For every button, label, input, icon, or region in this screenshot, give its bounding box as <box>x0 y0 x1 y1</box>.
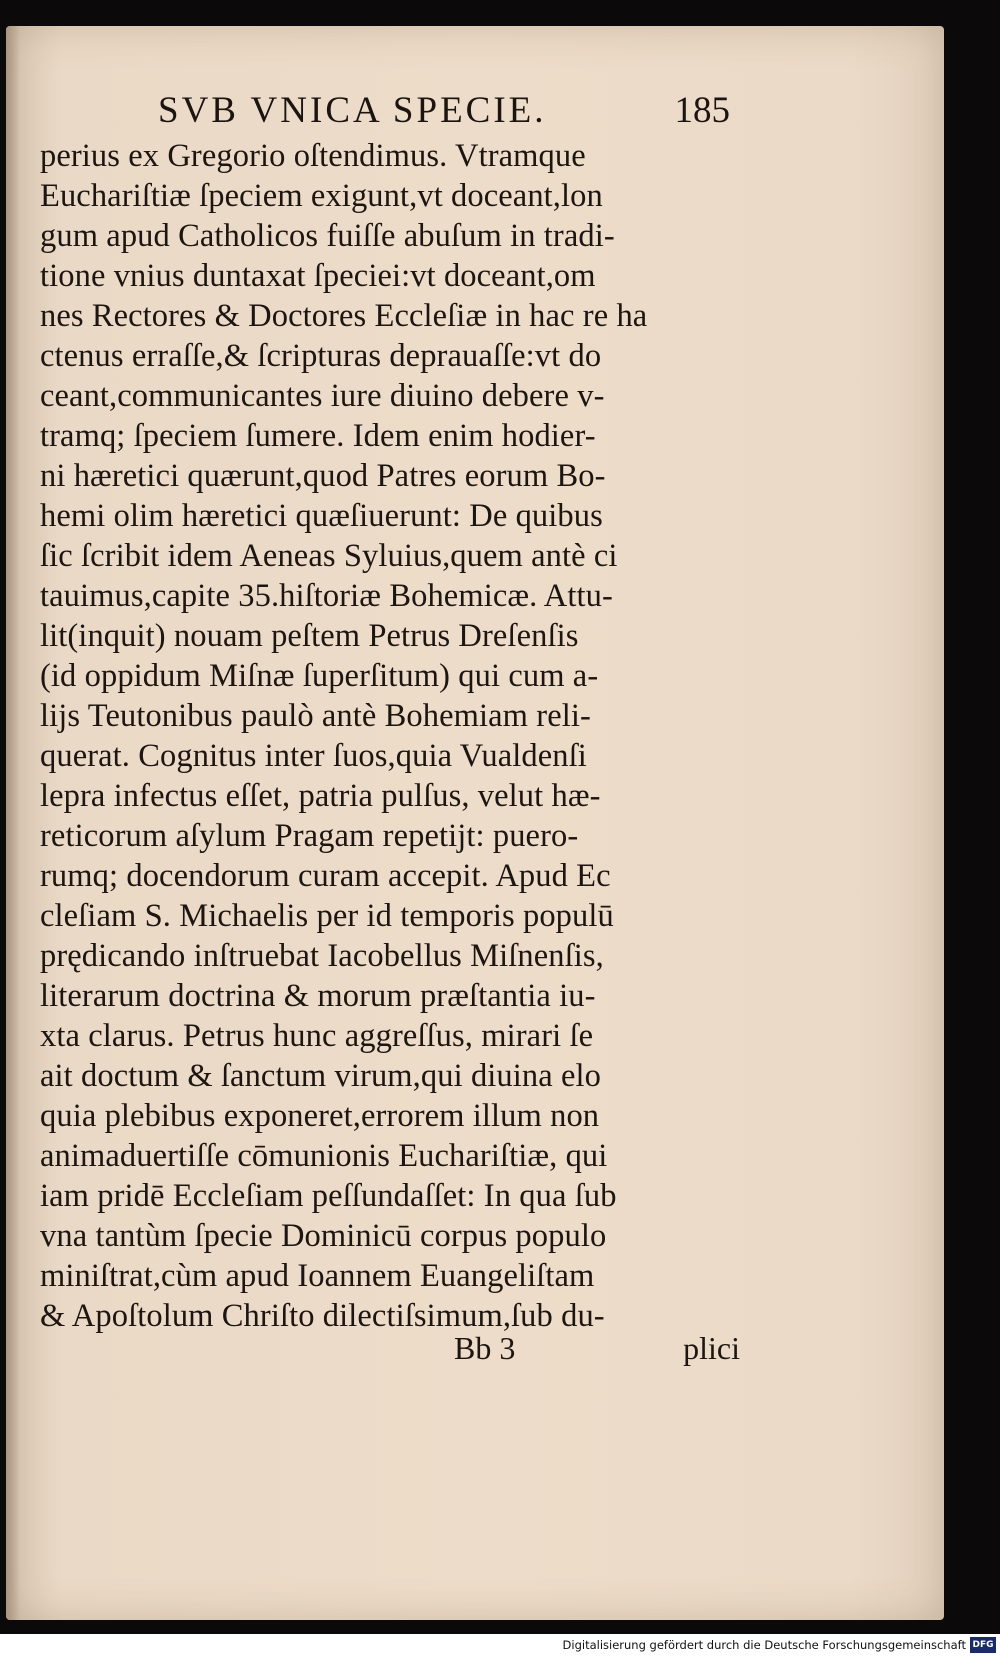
text-line: literarum doctrina & morum præſtantia iu- <box>40 978 596 1014</box>
text-line: reticorum aſylum Pragam repetijt: puero- <box>40 818 579 854</box>
running-head <box>150 88 730 134</box>
text-line: vna tantùm ſpecie Dominicū corpus populo <box>40 1218 607 1254</box>
page-gutter-shadow <box>6 26 20 1620</box>
text-line: perius ex Gregorio oſtendimus. Vtramque <box>40 138 586 174</box>
digitization-footer <box>0 1634 1000 1658</box>
text-line: ſic ſcribit idem Aeneas Syluius,quem antè ci <box>40 538 618 574</box>
text-line: xta clarus. Petrus hunc aggreſſus, mirari ſe <box>40 1018 594 1054</box>
text-line: ait doctum & ſanctum virum,qui diuina elo <box>40 1058 602 1094</box>
body-text <box>40 136 740 1336</box>
text-line: lit(inquit) nouam peſtem Petrus Dreſenſis <box>40 618 579 654</box>
signature-mark: Bb 3 <box>454 1330 516 1366</box>
text-line: nes Rectores & Doctores Eccleſiæ in hac re ha <box>40 298 648 334</box>
text-line: ceant,communicantes iure diuino debere v- <box>40 378 605 414</box>
funding-credit: Digitalisierung gefördert durch die Deutsche Forschungsgemeinschaft <box>562 1638 966 1652</box>
text-line: lepra infectus eſſet, patria pulſus, velut hæ- <box>40 778 601 814</box>
text-line: cleſiam S. Michaelis per id temporis populū <box>40 898 614 934</box>
page-number: 185 <box>674 90 730 131</box>
text-line: animaduertiſſe cōmunionis Euchariſtiæ, qui <box>40 1138 608 1174</box>
running-title: SVB VNICA SPECIE. <box>158 90 547 131</box>
text-line: gum apud Catholicos fuiſſe abuſum in tradi- <box>40 218 615 254</box>
text-line: & Apoſtolum Chriſto dilectiſsimum,ſub du- <box>40 1298 605 1334</box>
text-line: ni hæretici quærunt,quod Patres eorum Bo- <box>40 458 606 494</box>
signature-line <box>450 1328 740 1368</box>
text-line: hemi olim hæretici quæſiuerunt: De quibus <box>40 498 603 534</box>
text-line: ctenus erraſſe,& ſcripturas deprauaſſe:vt do <box>40 338 602 374</box>
text-line: iam pridē Eccleſiam peſſundaſſet: In qua ſub <box>40 1178 617 1214</box>
text-line: tramq; ſpeciem ſumere. Idem enim hodier- <box>40 418 596 454</box>
text-line: Euchariſtiæ ſpeciem exigunt,vt doceant,lon <box>40 178 603 214</box>
text-line: prędicando inſtruebat Iacobellus Miſnenſis, <box>40 938 604 974</box>
dfg-logo-icon: DFG <box>970 1637 996 1653</box>
text-line: (id oppidum Miſnæ ſuperſitum) qui cum a- <box>40 658 599 694</box>
text-line: tauimus,capite 35.hiſtoriæ Bohemicæ. Attu- <box>40 578 613 614</box>
text-line: miniſtrat,cùm apud Ioannem Euangeliſtam <box>40 1258 595 1294</box>
text-line: lijs Teutonibus paulò antè Bohemiam reli- <box>40 698 591 734</box>
text-line: tione vnius duntaxat ſpeciei:vt doceant,om <box>40 258 596 294</box>
text-line: rumq; docendorum curam accepit. Apud Ec <box>40 858 611 894</box>
text-line: querat. Cognitus inter ſuos,quia Vualdenſi <box>40 738 587 774</box>
catchword: plici <box>683 1330 740 1366</box>
text-line: quia plebibus exponeret,errorem illum non <box>40 1098 600 1134</box>
